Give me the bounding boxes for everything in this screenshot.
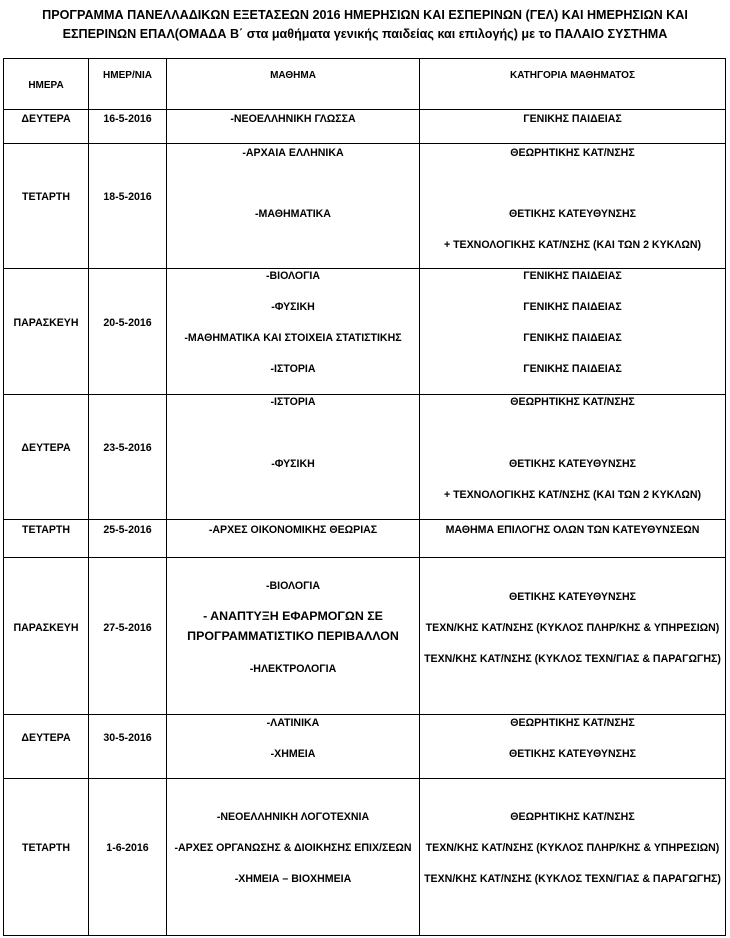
- row-category: ΘΕΩΡΗΤΙΚΗΣ ΚΑΤ/ΝΣΗΣ: [510, 717, 635, 729]
- row-subject: -ΧΗΜΕΙΑ: [270, 748, 316, 760]
- row-category: ΤΕΧΝ/ΚΗΣ ΚΑΤ/ΝΣΗΣ (ΚΥΚΛΟΣ ΤΕΧΝ/ΓΙΑΣ & ΠΑΡΑΓΩΓΗΣ): [424, 653, 721, 665]
- row-category: ΘΕΤΙΚΗΣ ΚΑΤΕΥΘΥΝΣΗΣ: [509, 591, 636, 603]
- row-category: ΓΕΝΙΚΗΣ ΠΑΙΔΕΙΑΣ: [523, 270, 622, 282]
- row-subject: -ΦΥΣΙΚΗ: [271, 458, 315, 470]
- table-row: [4, 779, 725, 936]
- table-row: [4, 269, 725, 395]
- table-row: [4, 558, 725, 715]
- table-header-row: [4, 59, 725, 110]
- row-date: 30-5-2016: [103, 732, 152, 744]
- row-subject: -ΜΑΘΗΜΑΤΙΚΑ: [255, 208, 331, 220]
- row-category: ΤΕΧΝ/ΚΗΣ ΚΑΤ/ΝΣΗΣ (ΚΥΚΛΟΣ ΠΛΗΡ/ΚΗΣ & ΥΠΗΡΕΣΙΩΝ): [425, 842, 720, 854]
- row-subject: -ΝΕΟΕΛΛΗΝΙΚΗ ΛΟΓΟΤΕΧΝΙΑ: [216, 811, 370, 823]
- row-day: ΔΕΥΤΕΡΑ: [21, 442, 71, 454]
- row-subject: -ΒΙΟΛΟΓΙΑ: [265, 580, 321, 592]
- row-category: ΘΕΤΙΚΗΣ ΚΑΤΕΥΘΥΝΣΗΣ: [509, 748, 636, 760]
- table-row: [4, 715, 725, 779]
- row-date: 20-5-2016: [103, 317, 152, 329]
- row-category: ΘΕΩΡΗΤΙΚΗΣ ΚΑΤ/ΝΣΗΣ: [510, 811, 635, 823]
- row-subject: -ΑΡΧΑΙΑ ΕΛΛΗΝΙΚΑ: [242, 147, 344, 159]
- row-day: ΠΑΡΑΣΚΕΥΗ: [13, 317, 79, 329]
- row-subject: -ΑΡΧΕΣ ΟΡΓΑΝΩΣΗΣ & ΔΙΟΙΚΗΣΗΣ ΕΠΙΧ/ΣΕΩΝ: [174, 842, 412, 854]
- title-line-1: ΠΡΟΓΡΑΜΜΑ ΠΑΝΕΛΛΑΔΙΚΩΝ ΕΞΕΤΑΣΕΩΝ 2016 ΗΜΕΡΗΣΙΩΝ ΚΑΙ ΕΣΠΕΡΙΝΩΝ (ΓΕΛ) ΚΑΙ ΗΜΕΡΗΣΙΩΝ ΚΑΙ: [42, 8, 688, 22]
- row-category: + ΤΕΧΝΟΛΟΓΙΚΗΣ ΚΑΤ/ΝΣΗΣ (ΚΑΙ ΤΩΝ 2 ΚΥΚΛΩΝ): [443, 239, 702, 251]
- row-category: + ΤΕΧΝΟΛΟΓΙΚΗΣ ΚΑΤ/ΝΣΗΣ (ΚΑΙ ΤΩΝ 2 ΚΥΚΛΩΝ): [443, 489, 702, 501]
- row-category: ΘΕΩΡΗΤΙΚΗΣ ΚΑΤ/ΝΣΗΣ: [510, 147, 635, 159]
- row-category: ΘΕΩΡΗΤΙΚΗΣ ΚΑΤ/ΝΣΗΣ: [510, 396, 635, 408]
- row-date: 25-5-2016: [103, 524, 152, 536]
- row-category: ΤΕΧΝ/ΚΗΣ ΚΑΤ/ΝΣΗΣ (ΚΥΚΛΟΣ ΤΕΧΝ/ΓΙΑΣ & ΠΑΡΑΓΩΓΗΣ): [424, 873, 721, 885]
- row-subject: -ΙΣΤΟΡΙΑ: [270, 396, 316, 408]
- table-row: [4, 110, 725, 144]
- header-day: ΗΜΕΡΑ: [28, 80, 64, 91]
- row-subject: - ΑΝΑΠΤΥΞΗ ΕΦΑΡΜΟΓΩΝ ΣΕ: [203, 609, 383, 623]
- row-category: ΓΕΝΙΚΗΣ ΠΑΙΔΕΙΑΣ: [523, 301, 622, 313]
- header-category: ΚΑΤΗΓΟΡΙΑ ΜΑΘΗΜΑΤΟΣ: [510, 70, 635, 81]
- row-category: ΓΕΝΙΚΗΣ ΠΑΙΔΕΙΑΣ: [523, 113, 622, 125]
- row-day: ΤΕΤΑΡΤΗ: [21, 842, 71, 854]
- row-subject: -ΦΥΣΙΚΗ: [271, 301, 315, 313]
- row-category: ΘΕΤΙΚΗΣ ΚΑΤΕΥΘΥΝΣΗΣ: [509, 208, 636, 220]
- row-subject: -ΒΙΟΛΟΓΙΑ: [265, 270, 321, 282]
- row-date: 1-6-2016: [106, 842, 149, 854]
- row-day: ΠΑΡΑΣΚΕΥΗ: [13, 622, 79, 634]
- header-subject: ΜΑΘΗΜΑ: [270, 70, 316, 81]
- document-title: [0, 6, 730, 44]
- table-row: [4, 144, 725, 269]
- row-category: ΜΑΘΗΜΑ ΕΠΙΛΟΓΗΣ ΟΛΩΝ ΤΩΝ ΚΑΤΕΥΘΥΝΣΕΩΝ: [445, 524, 700, 536]
- row-subject: -ΛΑΤΙΝΙΚΑ: [266, 717, 320, 729]
- table-row: [4, 520, 725, 558]
- row-date: 27-5-2016: [103, 622, 152, 634]
- row-category: ΓΕΝΙΚΗΣ ΠΑΙΔΕΙΑΣ: [523, 363, 622, 375]
- row-date: 18-5-2016: [103, 191, 152, 203]
- title-line-2: ΕΣΠΕΡΙΝΩΝ ΕΠΑΛ(ΟΜΑΔΑ Β΄ στα μαθήματα γενικής παιδείας και επιλογής) με το ΠΑΛΑΙΟ ΣΥΣΤΗΜΑ: [62, 27, 668, 41]
- row-day: ΔΕΥΤΕΡΑ: [21, 113, 71, 125]
- row-day: ΔΕΥΤΕΡΑ: [21, 732, 71, 744]
- row-category: ΓΕΝΙΚΗΣ ΠΑΙΔΕΙΑΣ: [523, 332, 622, 344]
- row-subject: -ΑΡΧΕΣ ΟΙΚΟΝΟΜΙΚΗΣ ΘΕΩΡΙΑΣ: [208, 524, 378, 536]
- row-subject: -ΝΕΟΕΛΛΗΝΙΚΗ ΓΛΩΣΣΑ: [230, 113, 356, 125]
- row-category: ΘΕΤΙΚΗΣ ΚΑΤΕΥΘΥΝΣΗΣ: [509, 458, 636, 470]
- exam-schedule-table: [3, 58, 726, 936]
- row-subject: -ΜΑΘΗΜΑΤΙΚΑ ΚΑΙ ΣΤΟΙΧΕΙΑ ΣΤΑΤΙΣΤΙΚΗΣ: [184, 332, 402, 344]
- row-date: 23-5-2016: [103, 442, 152, 454]
- row-day: ΤΕΤΑΡΤΗ: [21, 524, 71, 536]
- header-date: ΗΜΕΡ/ΝΙΑ: [103, 70, 152, 81]
- row-category: ΤΕΧΝ/ΚΗΣ ΚΑΤ/ΝΣΗΣ (ΚΥΚΛΟΣ ΠΛΗΡ/ΚΗΣ & ΥΠΗΡΕΣΙΩΝ): [425, 622, 720, 634]
- row-subject: ΠΡΟΓΡΑΜΜΑΤΙΣΤΙΚΟ ΠΕΡΙΒΑΛΛΟΝ: [187, 629, 399, 643]
- row-day: ΤΕΤΑΡΤΗ: [21, 191, 71, 203]
- row-date: 16-5-2016: [103, 113, 152, 125]
- row-subject: -ΙΣΤΟΡΙΑ: [270, 363, 316, 375]
- table-row: [4, 395, 725, 520]
- row-subject: -ΧΗΜΕΙΑ – ΒΙΟΧΗΜΕΙΑ: [234, 873, 352, 885]
- row-subject: -ΗΛΕΚΤΡΟΛΟΓΙΑ: [249, 663, 337, 675]
